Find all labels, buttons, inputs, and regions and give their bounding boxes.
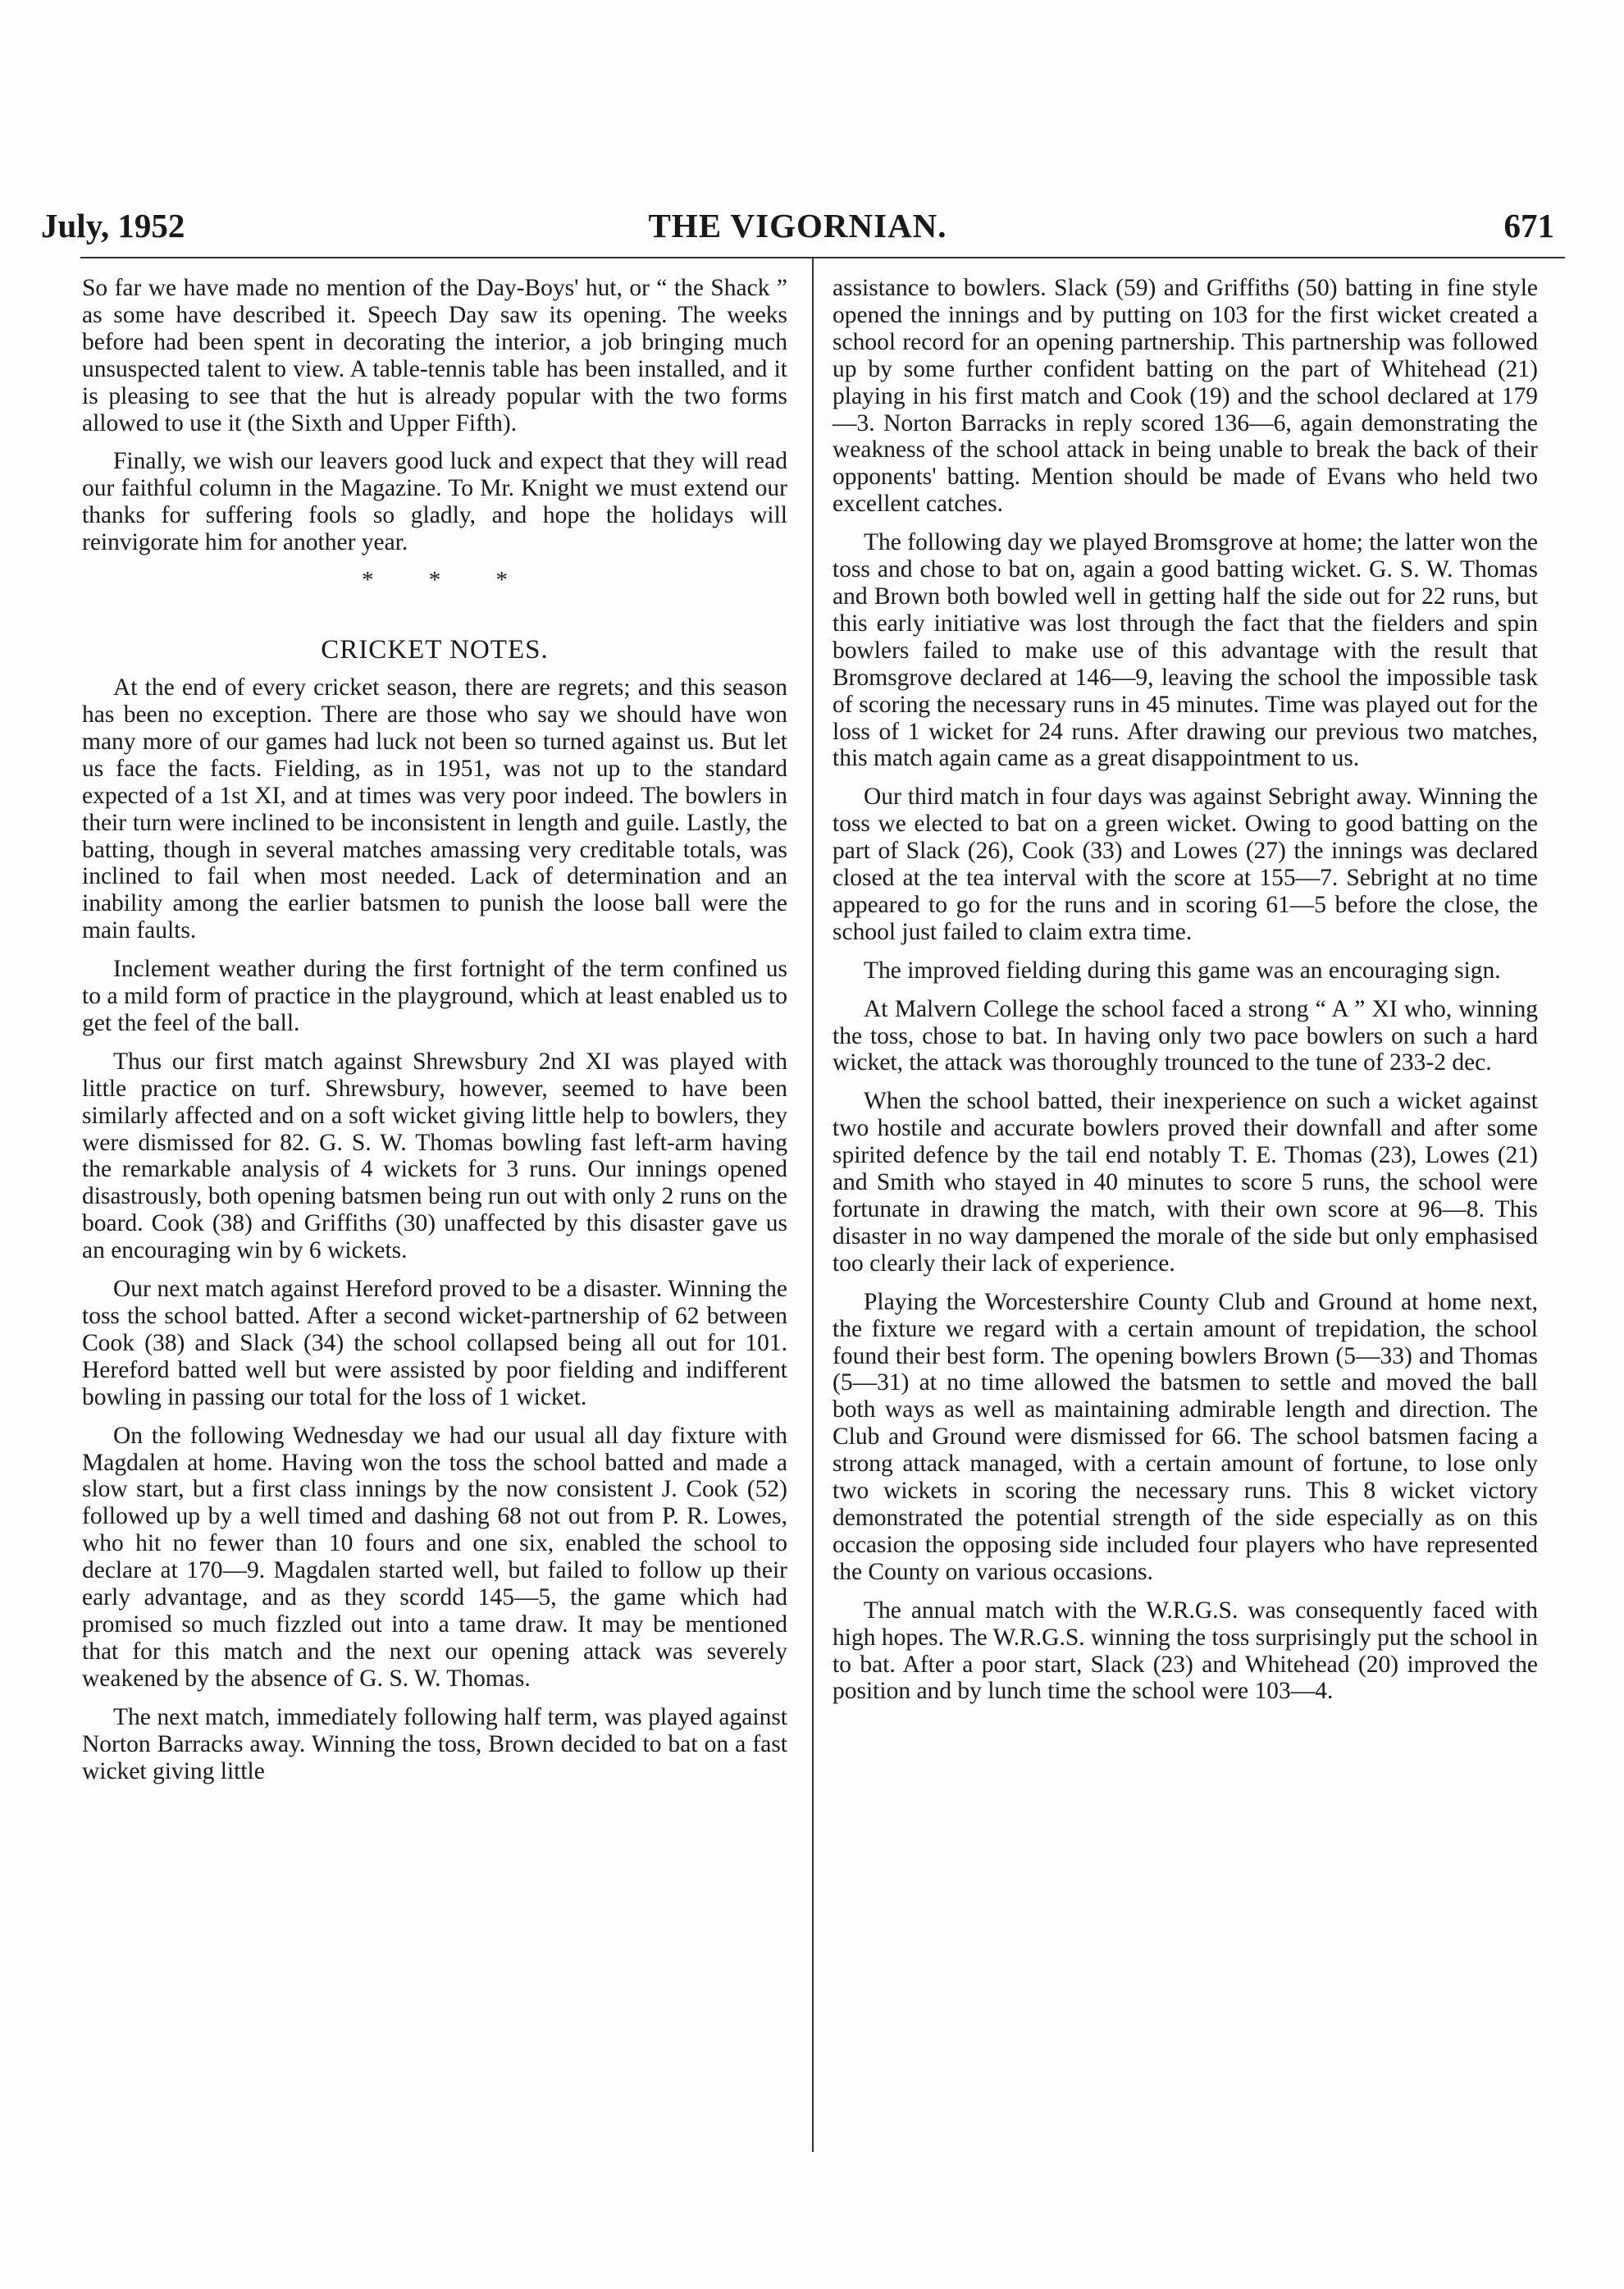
header-rule bbox=[80, 257, 1565, 258]
column-divider bbox=[812, 257, 814, 2152]
page-header bbox=[41, 201, 1554, 250]
left-column bbox=[82, 275, 787, 1796]
paragraph-malvern: At Malvern College the school faced a strong “ A ” XI who, winning the toss, chose to bat. In having only two pace bowlers on such a hard wicket, the attack was thoroughly trounced to the tune of 233-2 dec. bbox=[833, 995, 1538, 1076]
right-column bbox=[833, 275, 1538, 1716]
paragraph-wrgs: The annual match with the W.R.G.S. was consequently faced with high hopes. The W.R.G.S. winning the toss surprisingly put the school in to bat. After a poor start, Slack (23) and Whitehead (20) improved the position and by lunch time the school were 103—4. bbox=[833, 1597, 1538, 1705]
paragraph-farewell: Finally, we wish our leavers good luck and expect that they will read our faithful column in the Magazine. To Mr. Knight we must extend our thanks for suffering fools so gladly, and hope the holidays will reinvigorate him for another year. bbox=[82, 448, 787, 556]
paragraph-magdalen: On the following Wednesday we had our usual all day fixture with Magdalen at home. Having won the toss the school batted and made a slow start, but a first class innings by the now consistent J. Cook (52) followed up by a well timed and dashing 68 not out from P. R. Lowes, who hit no fewer than 10 fours and one six, enabled the school to declare at 170—9. Magdalen started well, but failed to follow up their early advantage, and as they scordd 145—5, the game which had promised so much fizzled out into a tame draw. It may be mentioned that for this match and the next our opening attack was severely weakened by the absence of G. S. W. Thomas. bbox=[82, 1422, 787, 1692]
publication-title: THE VIGORNIAN. bbox=[648, 207, 947, 244]
paragraph-weather: Inclement weather during the first fortnight of the term confined us to a mild form of practice in the playground, which at least enabled us to get the feel of the ball. bbox=[82, 956, 787, 1036]
issue-date: July, 1952 bbox=[41, 207, 185, 244]
paragraph-season-regrets: At the end of every cricket season, there are regrets; and this season has been no exception. There are those who say we should have won many more of our games had luck not been so turned against us. But let us face the facts. Fielding, as in 1951, was not up to the standard expected of a 1st XI, and at times was very poor indeed. The bowlers in their turn were inclined to be inconsistent in length and guile. Lastly, the batting, though in several matches amassing very creditable totals, was inclined to fail when most needed. Lack of determination and an inability among the earlier batsmen to punish the loose ball were the main faults. bbox=[82, 674, 787, 944]
paragraph-shrewsbury: Thus our first match against Shrewsbury 2nd XI was played with little practice on turf. Shrewsbury, however, seemed to have been similarly affected and on a soft wicket giving little help to bowlers, they were dismissed for 82. G. S. W. Thomas bowling fast left-arm having the remarkable analysis of 4 wickets for 3 runs. Our innings opened disastrously, both opening batsmen being run out with only 2 runs on the board. Cook (38) and Griffiths (30) unaffected by this disaster gave us an encouraging win by 6 wickets. bbox=[82, 1048, 787, 1264]
paragraph-hereford: Our next match against Hereford proved to be a disaster. Winning the toss the school batted. After a second wicket-partnership of 62 between Cook (38) and Slack (34) the school collapsed being all out for 101. Hereford batted well but were assisted by poor fielding and indifferent bowling in passing our total for the loss of 1 wicket. bbox=[82, 1276, 787, 1410]
section-separator: * * * bbox=[362, 567, 532, 594]
paragraph-norton-continued: assistance to bowlers. Slack (59) and Griffiths (50) batting in fine style opened the innings and by putting on 103 for the first wicket created a school record for an opening partnership. This partnership was followed up by some further confident batting on the part of Whitehead (21) playing in his first match and Cook (19) and the school declared at 179—3. Norton Barracks in reply scored 136—6, again demonstrating the weakness of the school attack in being unable to break the back of their opponents' batting. Mention should be made of Evans who held two excellent catches. bbox=[833, 275, 1538, 518]
paragraph-dayboys-hut: So far we have made no mention of the Day-Boys' hut, or “ the Shack ” as some have described it. Speech Day saw its opening. The weeks before had been spent in decorating the interior, a job bringing much unsuspected talent to view. A table-tennis table has been installed, and it is pleasing to see that the hut is already popular with the two forms allowed to use it (the Sixth and Upper Fifth). bbox=[82, 275, 787, 436]
paragraph-inexperience: When the school batted, their inexperience on such a wicket against two hostile and accurate bowlers proved their downfall and after some spirited defence by the tail end notably T. E. Thomas (23), Lowes (21) and Smith who stayed in 40 minutes to score 5 runs, the school were fortunate in drawing the match, with their own score at 96—8. This disaster in no way dampened the morale of the side but only emphasised too clearly their lack of experience. bbox=[833, 1088, 1538, 1277]
cricket-notes-heading: CRICKET NOTES. bbox=[321, 635, 549, 665]
paragraph-worcestershire: Playing the Worcestershire County Club and Ground at home next, the fixture we regard with a certain amount of trepidation, the school found their best form. The opening bowlers Brown (5—33) and Thomas (5—31) at no time allowed the batsmen to settle and moved the ball both ways as well as maintaining admirable length and direction. The Club and Ground were dismissed for 66. The school batsmen facing a strong attack managed, with a certain amount of fortune, to lose only two wickets in scoring the necessary runs. This 8 wicket victory demonstrated the potential strength of the side especially as on this occasion the opposing side included four players who have represented the County on various occasions. bbox=[833, 1288, 1538, 1585]
paragraph-improved-fielding: The improved fielding during this game was an encouraging sign. bbox=[864, 957, 1501, 984]
paragraph-sebright: Our third match in four days was against Sebright away. Winning the toss we elected to bat on a green wicket. Owing to good batting on the part of Slack (26), Cook (33) and Lowes (27) the innings was declared closed at the tea interval with the score at 155—7. Sebright at no time appeared to go for the runs and in scoring 61—5 before the close, the school just failed to claim extra time. bbox=[833, 784, 1538, 945]
paragraph-norton-barracks: The next match, immediately following half term, was played against Norton Barracks away. Winning the toss, Brown decided to bat on a fast wicket giving little bbox=[82, 1703, 787, 1784]
paragraph-bromsgrove: The following day we played Bromsgrove at home; the latter won the toss and chose to bat on, again a good batting wicket. G. S. W. Thomas and Brown both bowled well in getting half the side out for 22 runs, but this early initiative was lost through the fact that the fielders and spin bowlers failed to make use of this advantage with the result that Bromsgrove declared at 146—9, leaving the school the impossible task of scoring the necessary runs in 45 minutes. Time was played out for the loss of 1 wicket for 24 runs. After drawing our previous two matches, this match again came as a great disappointment to us. bbox=[833, 529, 1538, 772]
page-number: 671 bbox=[1503, 207, 1554, 244]
